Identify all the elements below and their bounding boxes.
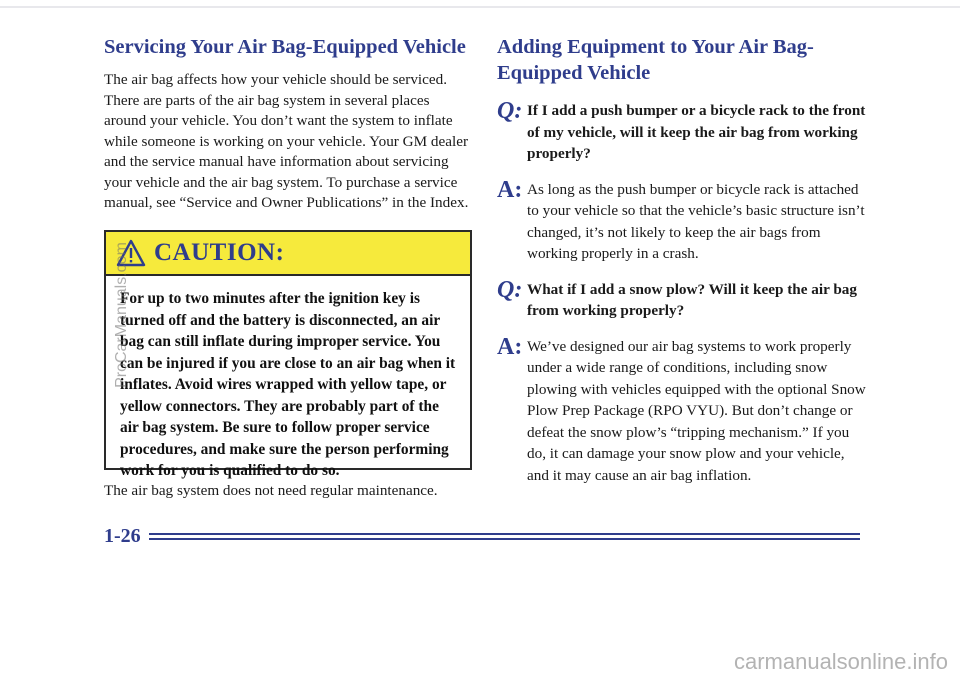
adding-equipment-heading: Adding Equipment to Your Air Bag-Equipped Vehicle [497, 36, 814, 84]
footer-rules [149, 533, 860, 540]
caution-header [106, 232, 470, 276]
servicing-heading: Servicing Your Air Bag-Equipped Vehicle [104, 36, 466, 58]
left-column [104, 34, 474, 214]
answer-label: A: [497, 176, 523, 203]
top-rule [0, 6, 960, 8]
side-watermark-text: ProCarManuals.com [113, 242, 131, 388]
page-number: 1-26 [104, 524, 141, 547]
question-label: Q: [497, 98, 523, 124]
answer-2 [497, 333, 867, 487]
caution-box [104, 230, 472, 479]
footer-rule-top [149, 533, 860, 535]
question-text: What if I add a snow plow? Will it keep the air bag from working properly? [527, 280, 857, 319]
bottom-watermark: carmanualsonline.info [733, 649, 948, 674]
answer-1 [497, 176, 867, 265]
maintenance-note: The air bag system does not need regular maintenance. [104, 482, 438, 499]
question-label: Q: [497, 276, 523, 303]
right-column [497, 34, 867, 486]
footer-rule-bottom [149, 538, 860, 540]
servicing-paragraph: The air bag affects how your vehicle should be serviced. There are parts of the air bag system in several places around your vehicle. You don’t want the system to inflate while someone is working on your vehicle. Your GM dealer and the service manual have information about servicing your vehicle and the air bag system. To purchase a service manual, see “Service and Owner Publications” in the Index. [104, 71, 469, 211]
page-footer [104, 524, 860, 548]
answer-text: We’ve designed our air bag systems to work properly under a wide range of conditions, including snow plowing with vehicles equipped with the optional Snow Plow Prep Package (RPO VYU). But don’t change or defeat the snow plow’s “tripping mechanism.” If you do, it can damage your snow plow and your vehicle, and it may cause an air bag inflation. [527, 337, 866, 484]
caution-title: CAUTION: [154, 239, 285, 266]
question-text: If I add a push bumper or a bicycle rack to the front of my vehicle, will it keep the air bag from working properly? [527, 102, 866, 162]
caution-text: For up to two minutes after the ignition key is turned off and the battery is disconnected, an air bag can still inflate during improper service. You can be injured if you are close to an air bag when it inflates. Avoid wires wrapped with yellow tape, or yellow connectors. They are probably part of the air bag system. Be sure to follow proper service procedures, and make sure the person performing work for you is qualified to do so. [120, 290, 456, 479]
question-1 [497, 100, 867, 165]
answer-label: A: [497, 333, 523, 360]
question-2 [497, 276, 867, 322]
answer-text: As long as the push bumper or bicycle rack is attached to your vehicle so that the vehicle’s basic structure isn’t changed, it’s not likely to keep the air bags from working properly in a crash. [527, 180, 865, 262]
side-watermark [110, 150, 134, 480]
